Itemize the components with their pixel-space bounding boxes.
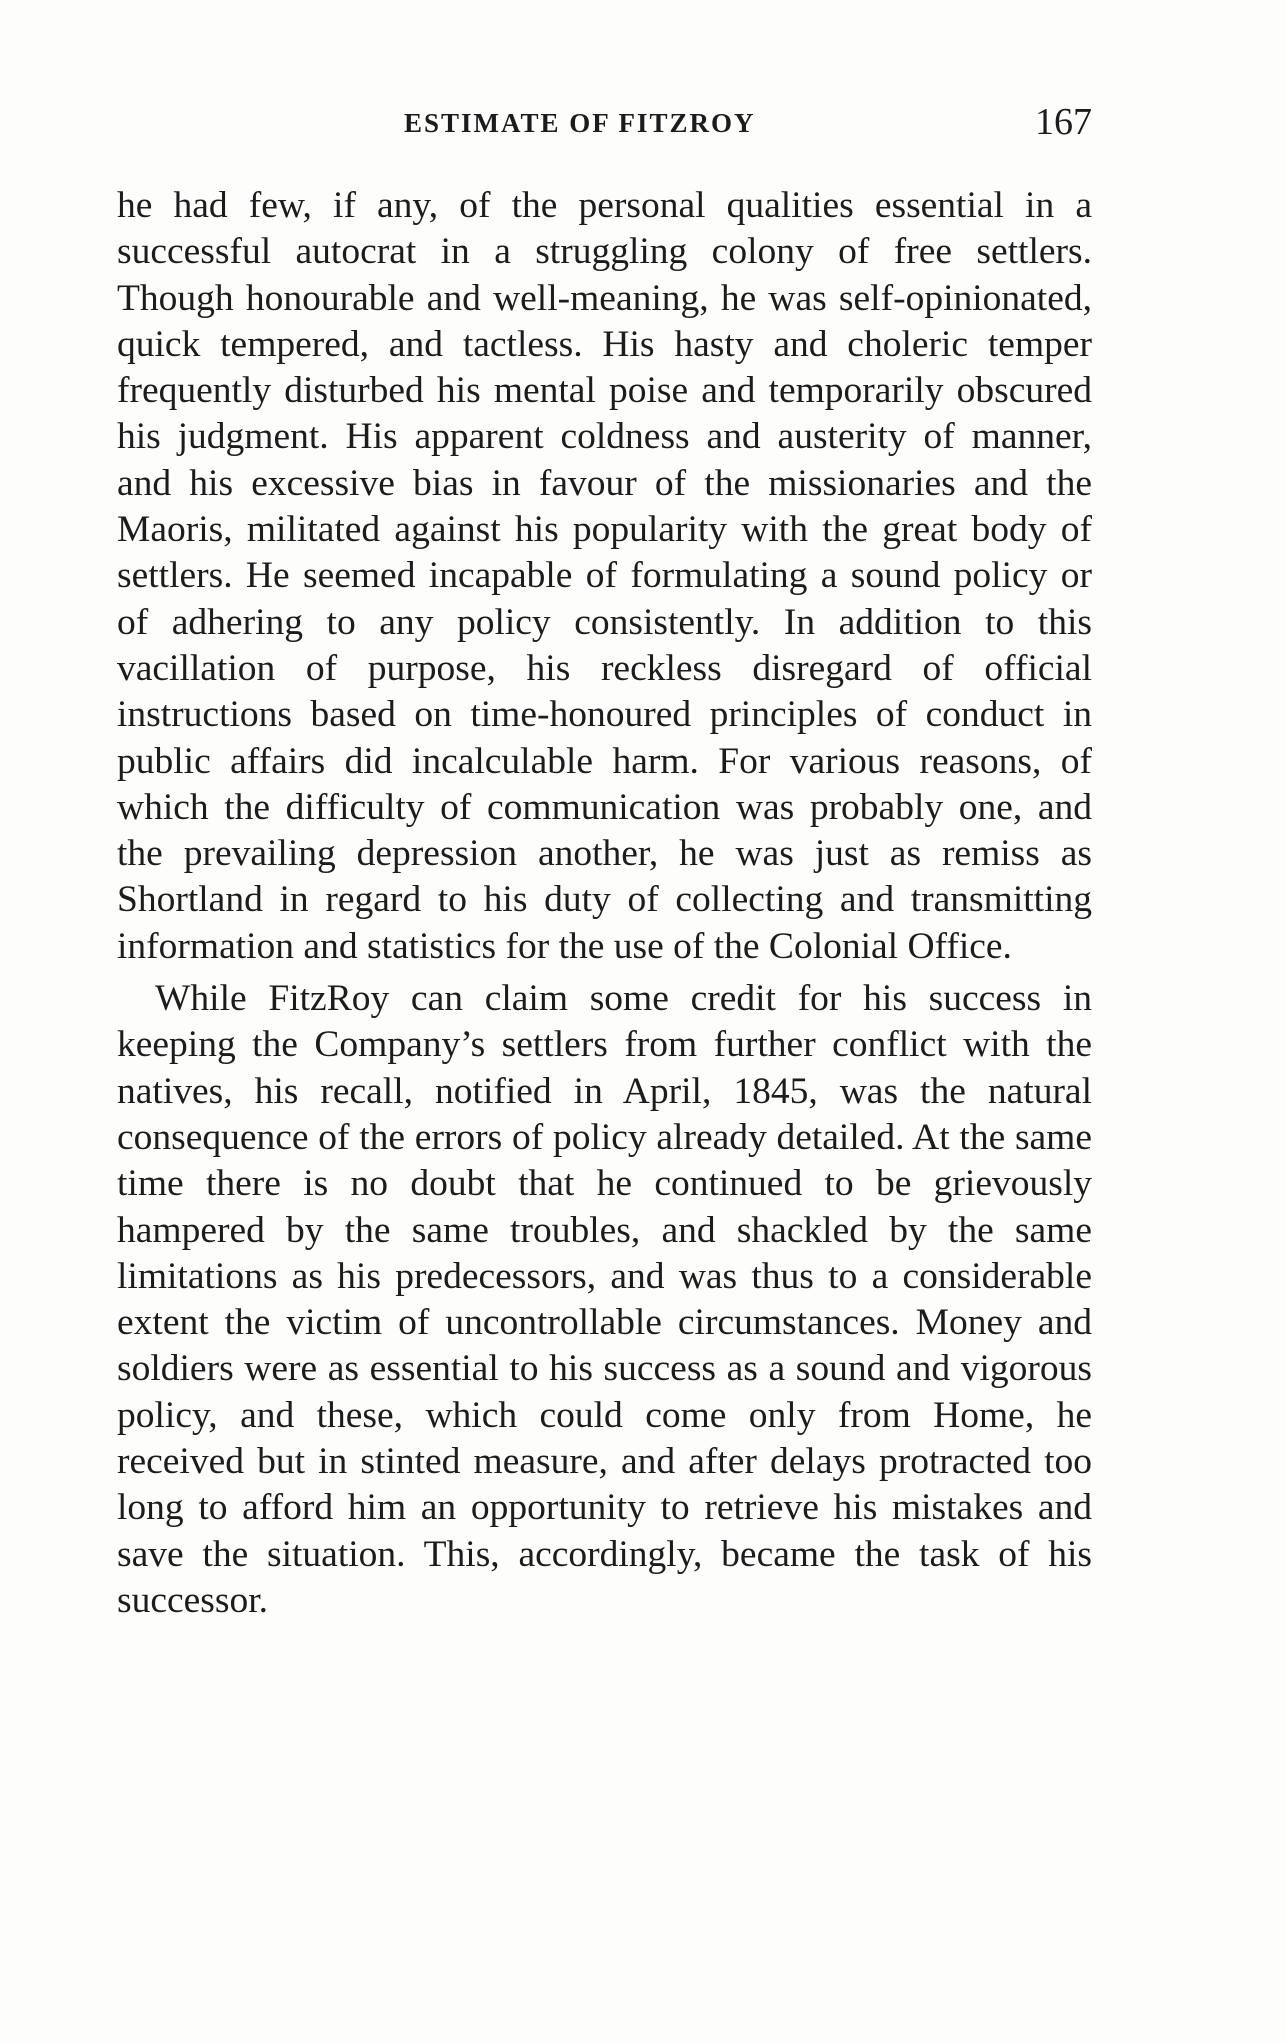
body-text bbox=[117, 183, 1092, 1624]
running-head bbox=[117, 100, 1092, 150]
paragraph-1: he had few, if any, of the personal qualities essential in a successful autocrat in a struggling colony of free settlers. Though honourable and well-meaning, he was self-opinionated, quick tempered, and tactless. His hasty and choleric temper frequently disturbed his mental poise and temporarily obscured his judgment. His apparent coldness and austerity of manner, and his excessive bias in favour of the missionaries and the Maoris, militated against his popularity with the great body of settlers. He seemed incapable of formulating a sound policy or of adhering to any policy consistently. In addition to this vacillation of purpose, his reckless disregard of official instructions based on time-honoured principles of conduct in public affairs did incalculable harm. For various reasons, of which the difficulty of communication was probably one, and the prevailing depression another, he was just as remiss as Shortland in regard to his duty of collecting and transmitting information and statistics for the use of the Colonial Office. bbox=[117, 185, 1092, 967]
page-number: 167 bbox=[1035, 101, 1092, 143]
paragraph-2: While FitzRoy can claim some credit for his success in keeping the Company’s settlers from further conflict with the natives, his recall, notified in April, 1845, was the natural consequence of the errors of policy already detailed. At the same time there is no doubt that he continued to be grievously hampered by the same troubles, and shackled by the same limitations as his predecessors, and was thus to a considerable extent the victim of uncontrollable circumstances. Money and soldiers were as essential to his success as a sound and vigorous policy, and these, which could come only from Home, he received but in stinted measure, and after delays protracted too long to afford him an opportunity to retrieve his mistakes and save the situation. This, accordingly, became the task of his successor. bbox=[117, 978, 1092, 1621]
running-title: ESTIMATE OF FITZROY bbox=[404, 108, 756, 138]
